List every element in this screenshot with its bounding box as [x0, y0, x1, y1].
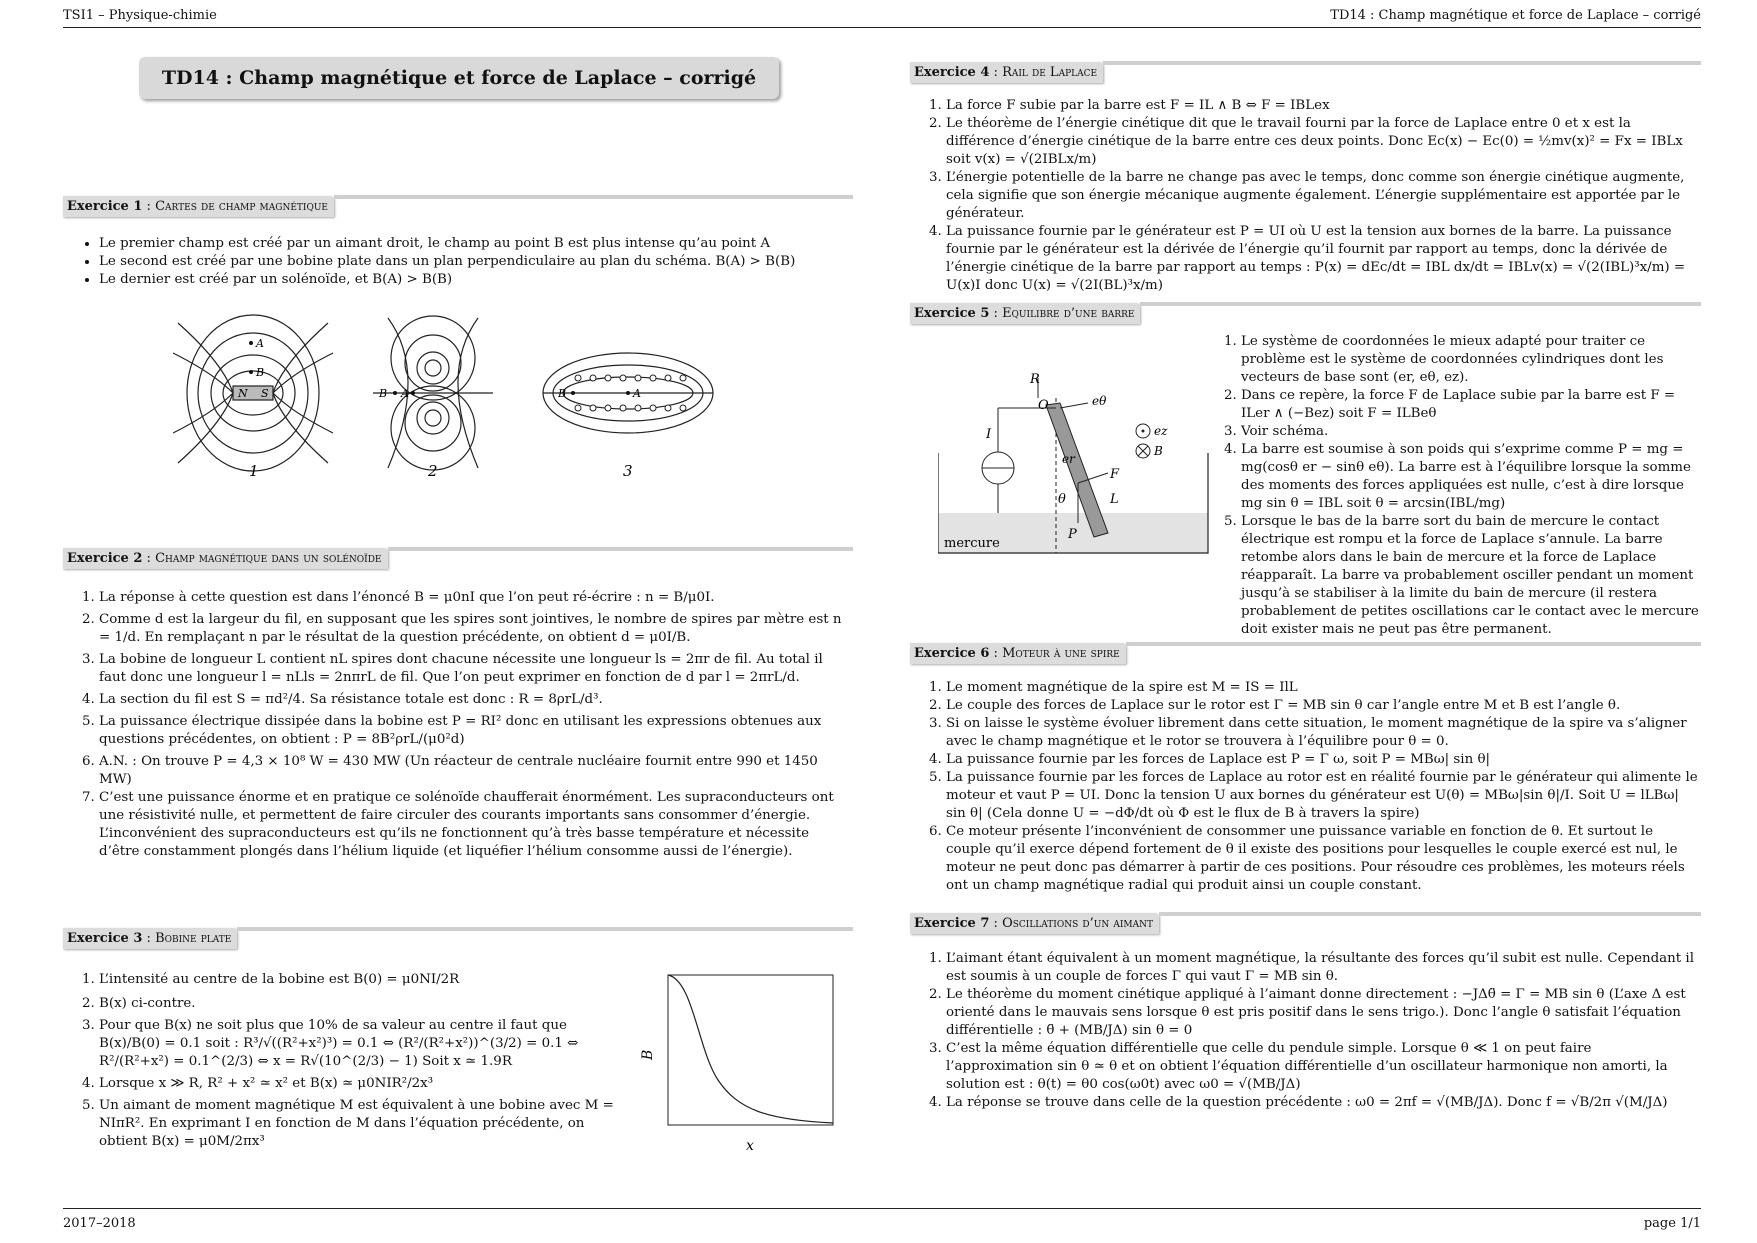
bar-equilibrium-figure — [938, 363, 1218, 588]
list-item: 1. La force F subie par la barre est F = IL ∧ B ⇔ F = IBLex — [946, 97, 1701, 115]
fig-label-etheta: eθ — [1092, 394, 1107, 408]
header-rule — [63, 27, 1701, 28]
ex3-heading: Exercice 3 : Bobine plate — [63, 925, 853, 949]
list-item: 3. Pour que B(x) ne soit plus que 10% de sa valeur au centre il faut que B(x)/B(0) = 0.1 soit : R³/√((R²+x²)³) = 0.1 ⇔ (R²/(R²+x²))^(3/2) = 0.1 ⇔ R²/(R²+x²) = 0.1^(2/3) ⇔ x = R√(10^(2/3) − 1) Soit x ≃ 1.9R — [99, 1017, 618, 1071]
ex7-heading: Exercice 7 : Oscillations d’un aimant — [910, 910, 1701, 934]
bar-magnet-map — [173, 315, 333, 471]
list-item: 1. L’intensité au centre de la bobine est B(0) = μ0NI/2R — [99, 971, 618, 989]
plot-xlabel: x — [746, 1138, 754, 1154]
list-item: 2. B(x) ci-contre. — [99, 995, 618, 1013]
pole-n-label: N — [238, 387, 248, 400]
list-item: 6. A.N. : On trouve P = 4,3 × 10⁸ W = 430 MW (Un réacteur de centrale nucléaire fournit entre 990 et 1450 MW) — [99, 753, 853, 789]
list-item: 1. La réponse à cette question est dans l’énoncé B = μ0nI que l’on peut ré-écrire : n = B/μ0I. — [99, 589, 853, 607]
fig-label-O: O — [1038, 398, 1049, 413]
map3-point-b: B — [558, 387, 567, 400]
footer-left: 2017–2018 — [63, 1216, 136, 1231]
list-item: 5. La puissance fournie par les forces de Laplace au rotor est en réalité fournie par le générateur qui alimente le moteur et vaut P = UI. Donc la tension U aux bornes du générateur est U(θ) = MBω|sin θ|/I. Soit U = lLBω| sin θ| (Cela donne U = −dΦ/dt où Φ est le flux de B à travers la spire) — [946, 769, 1701, 823]
ex5-list — [1205, 333, 1700, 639]
bx-plot — [638, 970, 838, 1210]
list-item: 2. Le théorème du moment cinétique appliqué à l’aimant donne directement : −JΔθ̈ = Γ = MB sin θ (L’axe Δ est orienté dans le mauvais sens lorsque θ est pris positif dans le sens trigo.). Donc l’angle θ satisfait l’équation différentielle : θ̈ + (MB/JΔ) sin θ = 0 — [946, 986, 1701, 1040]
list-item: • Le dernier est créé par un solénoïde, et B(A) > B(B) — [99, 271, 853, 289]
list-item: 2. Dans ce repère, la force F de Laplace subie par la barre est F = ILer ∧ (−Bez) soit F = ILBeθ — [1241, 387, 1700, 423]
fig-label-F: F — [1110, 467, 1120, 482]
list-item: 5. La puissance électrique dissipée dans la bobine est P = RI² donc en utilisant les expressions obtenues aux questions précédentes, on obtient : P = 8B²ρrL/(μ0²d) — [99, 713, 853, 749]
list-item: • Le premier champ est créé par un aimant droit, le champ au point B est plus intense qu’au point A — [99, 235, 853, 253]
map1-point-b: B — [256, 366, 265, 379]
list-item: 1. Le moment magnétique de la spire est M = IS = IlL — [946, 679, 1701, 697]
list-item: 3. Voir schéma. — [1241, 423, 1700, 441]
list-item: 3. Si on laisse le système évoluer librement dans cette situation, le moment magnétique de la spire va s’aligner avec le champ magnétique et le rotor se trouvera à l’équilibre pour θ = 0. — [946, 715, 1701, 751]
plot-ylabel: B — [640, 1049, 656, 1060]
list-item: 3. C’est la même équation différentielle que celle du pendule simple. Lorsque θ ≪ 1 on peut faire l’approximation sin θ ≃ θ et on obtient l’équation différentielle d’un oscillateur harmonique non amorti, la solution est : θ(t) = θ0 cos(ω0t) avec ω0 = √(MB/JΔ) — [946, 1040, 1701, 1094]
list-item: 4. La puissance fournie par les forces de Laplace est P = Γ ω, soit P = MBω| sin θ| — [946, 751, 1701, 769]
fig-label-P: P — [1068, 527, 1077, 542]
list-item: 7. C’est une puissance énorme et en pratique ce solénoïde chaufferait énormément. Les supraconducteurs ont une résistivité nulle, et permettent de faire circuler des courants importants sans consommer d’énergie. L’inconvénient des supraconducteurs est qu’ils ne fonctionnent qu’à très basse température et nécessite d’être constamment plongés dans l’hélium liquide (et liquéfier l’hélium consomme aussi de l’énergie). — [99, 789, 853, 861]
list-item: 1. L’aimant étant équivalent à un moment magnétique, la résultante des forces qu’il subit est nulle. Cependant il est soumis à un couple de forces Γ qui vaut Γ = MB sin θ. — [946, 950, 1701, 986]
ex4-heading: Exercice 4 : Rail de Laplace — [910, 59, 1701, 83]
fig-label-R: R — [1030, 372, 1040, 387]
list-item: 4. Lorsque x ≫ R, R² + x² ≃ x² et B(x) ≃ μ0NIR²/2x³ — [99, 1075, 618, 1093]
map-label-2: 2 — [428, 462, 438, 480]
list-item: 1. Le système de coordonnées le mieux adapté pour traiter ce problème est le système de coordonnées cylindriques dont les vecteurs de base sont (er, eθ, ez). — [1241, 333, 1700, 387]
list-item: 2. Le théorème de l’énergie cinétique dit que le travail fourni par la force de Laplace entre 0 et x est la différence d’énergie cinétique de la barre entre ces deux points. Donc Ec(x) − Ec(0) = ½mv(x)² = Fx = IBLx soit v(x) = √(2IBLx/m) — [946, 115, 1701, 169]
ex2-heading: Exercice 2 : Champ magnétique dans un solénoïde — [63, 545, 853, 569]
fig-label-theta: θ — [1058, 492, 1066, 507]
footer-right: page 1/1 — [1643, 1216, 1701, 1231]
list-item: • Le second est créé par une bobine plate dans un plan perpendiculaire au plan du schéma. B(A) > B(B) — [99, 253, 853, 271]
ex6-list — [910, 679, 1701, 895]
ex1-heading: Exercice 1 : Cartes de champ magnétique — [63, 193, 853, 217]
pole-s-label: S — [261, 387, 269, 400]
header-right: TD14 : Champ magnétique et force de Laplace – corrigé — [1330, 8, 1701, 23]
ex3-list — [63, 965, 618, 1151]
flat-coil-map — [373, 316, 493, 470]
ex1-list — [63, 235, 853, 289]
ex5-heading: Exercice 5 : Equilibre d’une barre — [910, 300, 1701, 324]
fig-label-er: er — [1062, 452, 1075, 466]
map3-point-a: A — [633, 387, 641, 400]
page-title: TD14 : Champ magnétique et force de Laplace – corrigé — [139, 57, 779, 99]
ex2-list — [63, 589, 853, 861]
list-item: 5. Lorsque le bas de la barre sort du bain de mercure le contact électrique est rompu et la force de Laplace s’annule. La barre retombe alors dans le bain de mercure et la force de Laplace réapparaît. La barre va probablement osciller pendant un moment jusqu’à se stabiliser à la limite du bain de mercure (il restera probablement de petites oscillations car le contact avec le mercure doit exister mais ne peut pas être permanent. — [1241, 513, 1700, 639]
list-item: 3. L’énergie potentielle de la barre ne change pas avec le temps, donc comme son énergie cinétique augmente, cela signifie que son énergie mécanique augmente également. L’énergie supplémentaire est apportée par le générateur. — [946, 169, 1701, 223]
fig-label-L: L — [1110, 492, 1119, 507]
map2-point-a: A — [401, 387, 409, 400]
map2-point-b: B — [379, 387, 388, 400]
map-label-1: 1 — [249, 462, 259, 480]
map1-point-a: A — [256, 337, 264, 350]
fig-label-ez: ez — [1154, 424, 1168, 438]
list-item: 3. La bobine de longueur L contient nL spires dont chacune nécessite une longueur ls = 2πr de fil. Au total il faut donc une longueur l = nLls = 2nπrL de fil. Que l’on peut exprimer en fonction de d par l = 2πrL/d. — [99, 651, 853, 687]
list-item: 4. La puissance fournie par le générateur est P = UI où U est la tension aux bornes de la barre. La puissance fournie par le générateur est la dérivée de l’énergie qu’il fournit par rapport au temps, donc la dérivée de l’énergie cinétique de la barre par rapport au temps : P(x) = dEc/dt = IBL dx/dt = IBLv(x) = √(2(IBL)³x/m) = U(x)I donc U(x) = √(2I(BL)³x/m) — [946, 223, 1701, 295]
fig-label-I: I — [986, 427, 992, 442]
footer-rule — [63, 1208, 1701, 1209]
list-item: 2. Comme d est la largeur du fil, en supposant que les spires sont jointives, le nombre de spires par mètre est n = 1/d. En remplaçant n par le résultat de la question précédente, on obtient d = μ0I/B. — [99, 611, 853, 647]
ex4-list — [910, 97, 1701, 295]
list-item: 6. Ce moteur présente l’inconvénient de consommer une puissance variable en fonction de θ. Et surtout le couple qu’il exerce dépend fortement de θ il existe des positions pour lesquelles le couple exercé est nul, le moteur ne peut donc pas démarrer à partir de ces positions. Pour résoudre ces problèmes, les moteurs réels ont un champ magnétique radial qui produit ainsi un couple constant. — [946, 823, 1701, 895]
list-item: 2. Le couple des forces de Laplace sur le rotor est Γ = MB sin θ car l’angle entre M et B est l’angle θ. — [946, 697, 1701, 715]
list-item: 4. La barre est soumise à son poids qui s’exprime comme P = mg = mg(cosθ er − sinθ eθ). La barre est à l’équilibre lorsque la somme des moments des forces appliquées est nulle, c’est à dire lorsque mg sin θ = IBL soit θ = arcsin(IBL/mg) — [1241, 441, 1700, 513]
fig-label-B: B — [1154, 444, 1163, 458]
ex6-heading: Exercice 6 : Moteur à une spire — [910, 640, 1701, 664]
list-item: 5. Un aimant de moment magnétique M est équivalent à une bobine avec M = NIπR². En exprimant I en fonction de M dans l’équation précédente, on obtient B(x) = μ0M/2πx³ — [99, 1097, 618, 1151]
list-item: 4. La section du fil est S = πd²/4. Sa résistance totale est donc : R = 8ρrL/d³. — [99, 691, 853, 709]
ex7-list — [910, 950, 1701, 1112]
map-label-3: 3 — [623, 462, 633, 480]
mercure-label: mercure — [944, 536, 1000, 551]
list-item: 4. La réponse se trouve dans celle de la question précédente : ω0 = 2πf = √(MB/JΔ). Donc f = √B/2π √(M/JΔ) — [946, 1094, 1701, 1112]
header-left: TSI1 – Physique-chimie — [63, 8, 217, 23]
field-maps-figure — [173, 313, 733, 483]
bx-curve — [668, 975, 833, 1123]
